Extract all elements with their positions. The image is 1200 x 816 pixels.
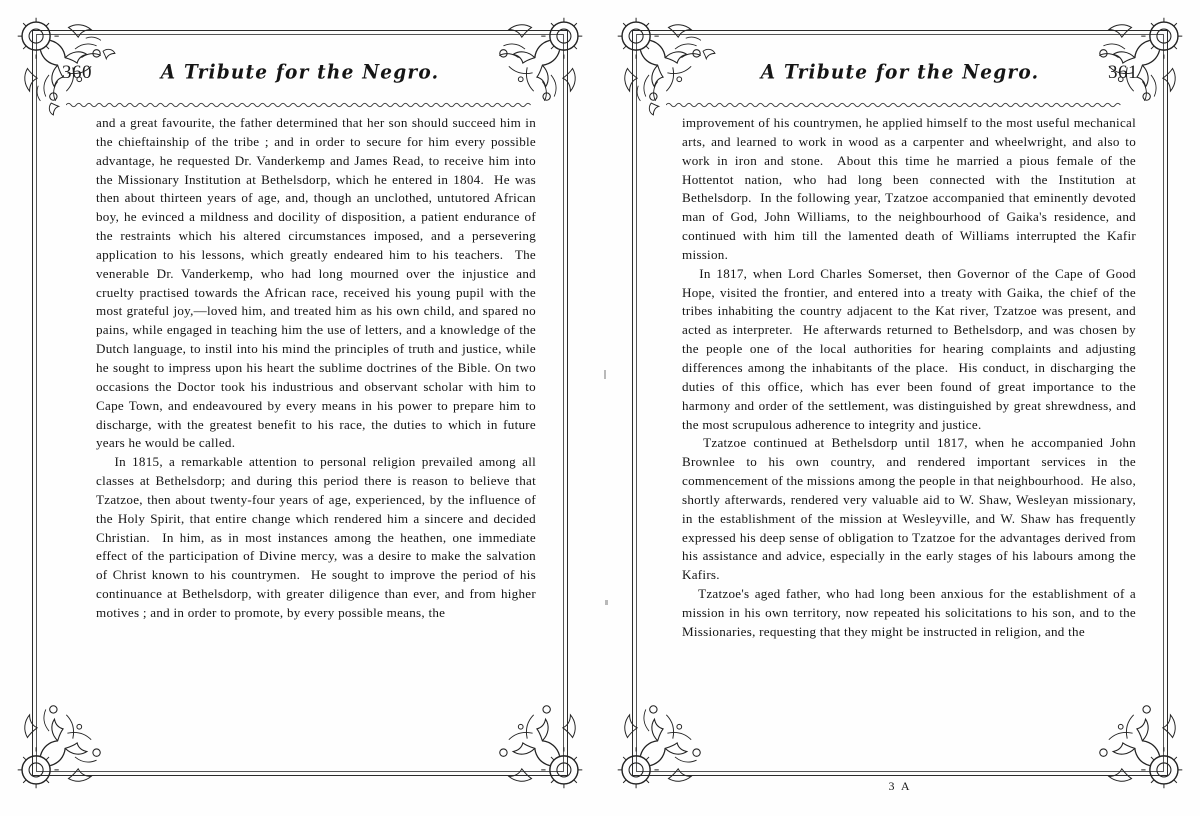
paragraph-list [96,114,540,623]
running-head-title: A Tribute for the Negro. [160,61,440,84]
page-header-right [662,62,1138,96]
header-wavy-rule [66,100,534,108]
body-text-right [682,114,1140,758]
page-header-left [62,62,538,96]
running-head-title: A Tribute for the Negro. [760,61,1040,84]
paragraph: Tzatzoe continued at Bethelsdorp until 1817, when he accompanied John Brownlee to his own country, and rendered important services in the commencement of the missions among the people in that neighbourhood. He also, shortly afterwards, rendered very valuable aid to W. Shaw, Wesleyan missionary, in the establishment of the mission at Wesleyville, and W. Shaw has frequently expressed his deep sense of obligation to Tzatzoe for the advantages derived from his assistance and advice, especially in the early stages of his labours among the Kafirs. [682,435,1140,583]
paragraph: In 1815, a remarkable attention to personal religion prevailed among all classes at Bethelsdorp; and during this period there is reason to believe that Tzatzoe, then about twenty-four years of age, experienced, by the influence of the Holy Spirit, that entire change which rendered him a sincere and decided Christian. In him, as in most instances among the heathen, one immediate effect of the participation of Divine mercy, was a desire to make the salvation of Christ known to his countrymen. He sought to improve the period of his continuance at Bethelsdorp, with greater diligence than ever, and from higher motives ; and in order to promote, by every possible means, the [96,454,540,620]
page-right [600,0,1200,816]
signature-mark: 3 A [888,779,912,793]
paragraph: Tzatzoe's aged father, who had long been anxious for the establishment of a mission in his own territory, now repeated his solicitations to his son, and to the Missionaries, requesting that they might be instructed in religion, and the [682,586,1140,639]
paragraph: In 1817, when Lord Charles Somerset, then Governor of the Cape of Good Hope, visited the frontier, and entered into a treaty with Gaika, the chief of the tribes inhabiting the country adjacent to the Kat river, Tzatzoe was present, and acted as interpreter. He afterwards returned to Bethelsdorp, and was chosen by the people one of the local authorities for hearing complaints and adjusting differences among the inhabitants of the place. His conduct, in discharging the duties of this office, which has ever been found of great importance to the harmony and order of the settlement, was distinguished by great shrewdness, and the most scrupulous adherence to integrity and justice. [682,265,1140,432]
header-wavy-rule [666,100,1134,108]
page-number: 360 [62,62,92,83]
page-number: 361 [1108,62,1138,83]
body-text-left [96,114,540,758]
paragraph-list [682,114,1140,642]
paragraph: improvement of his countrymen, he applied himself to the most useful mechanical arts, and learned to work in wood as a carpenter and wheelwright, and also to work in iron and stone. About this time he married a pious female of the Hottentot nation, who had long been connected with the Institution at Bethelsdorp. In the following year, Tzatzoe accompanied that eminently devoted man of God, John Williams, to the neighbourhood of Gaika's residence, and continued with him till the lamented death of Williams interrupted the Kafir mission. [682,115,1140,262]
paragraph: and a great favourite, the father determined that her son should succeed him in the chieftainship of the tribe ; and in order to secure for him every possible advantage, he requested Dr. Vanderkemp and James Read, to receive him into the Missionary Institution at Bethelsdorp, which he entered in 1804. He was then about thirteen years of age, and, though an unclothed, untutored African boy, he evinced a mildness and docility of disposition, a patient endurance of the restraints which his altered circumstances imposed, and a persevering application to his lessons, which greatly endeared him to his teachers. The venerable Dr. Vanderkemp, who had long mourned over the injustice and cruelty practised towards the African race, received his young pupil with the most grateful joy,—loved him, and treated him as his own child, and spared no pains, while engaged in teaching him the use of letters, and a knowledge of the Dutch language, to instil into his mind the principles of truth and justice, while he sought to impress upon his heart the sublime doctrines of the Bible. On two occasions the Doctor took his industrious and observant scholar with him to Cape Town, and endeavoured by every means in his power to prepare him to discharge, with the greatest benefit to his race, the duties to which in future years he would be called. [96,115,540,451]
